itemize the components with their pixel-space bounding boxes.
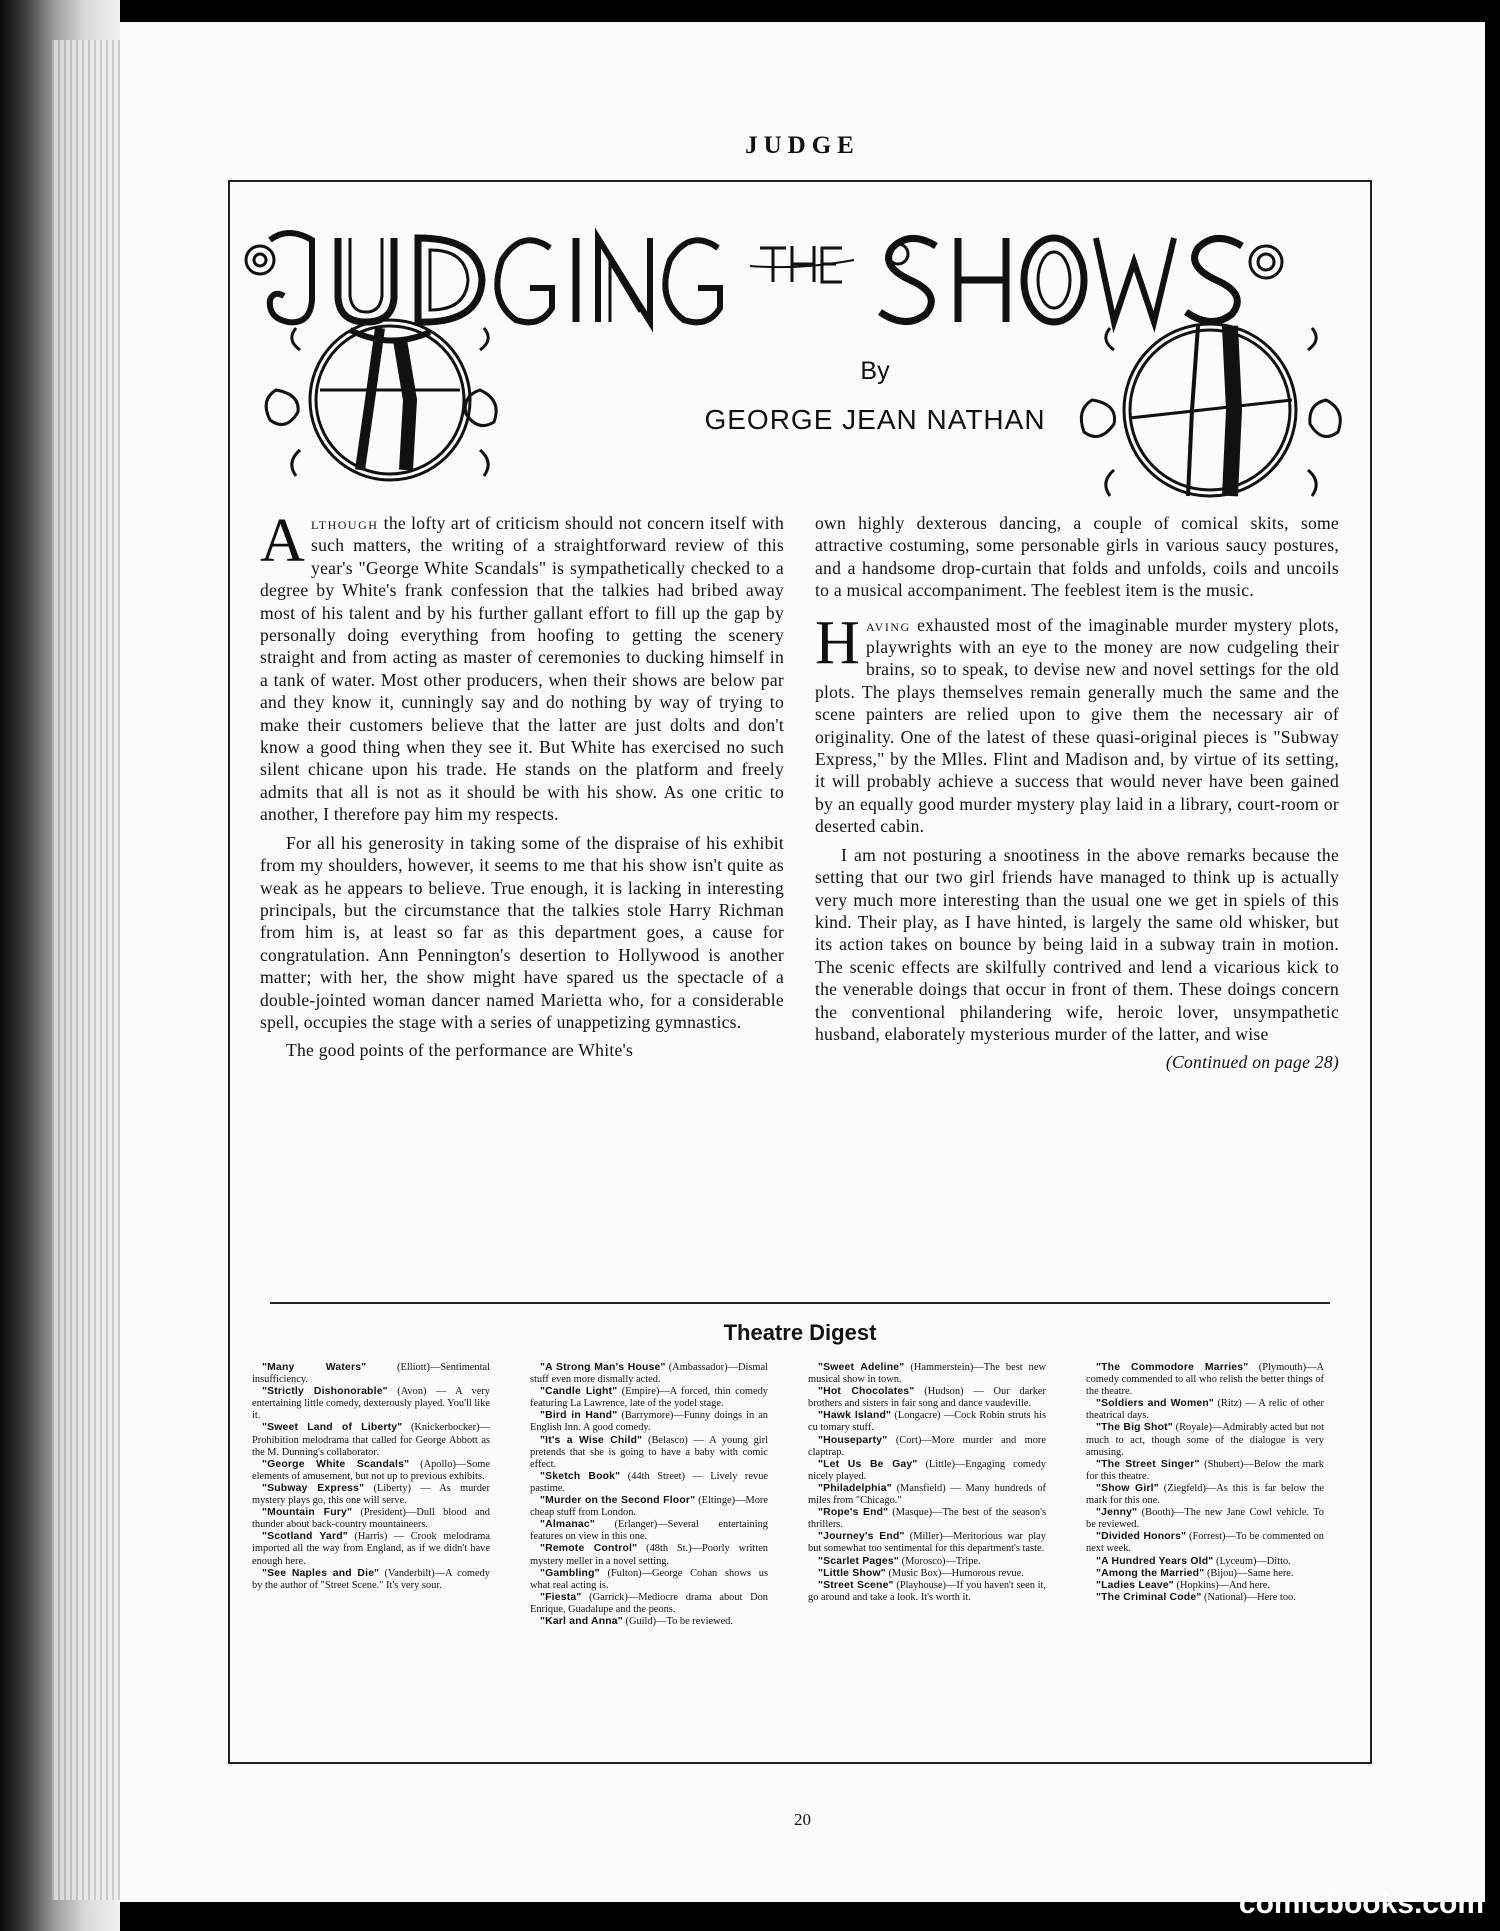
article-frame <box>228 180 1372 1764</box>
show-review: (Fulton)—George Cohan shows us what real acting is. <box>530 1567 768 1591</box>
digest-entry <box>1086 1483 1324 1507</box>
show-title: "A Hundred Years Old" <box>1096 1555 1214 1567</box>
article-paragraph: own highly dexterous dancing, a couple of comical skits, some attractive costuming, some personable girls in various saucy postures, and a handsome drop-curtain that folds and unfolds, coils and uncoils to a musical accompaniment. The feeblest item is the music. <box>815 513 1339 601</box>
article-paragraph: For all his generosity in taking some of the dispraise of his exhibit from my shoulders, however, it seems to me that his show isn't quite as weak as he appears to believe. True enough, it is lacking in interesting principals, but the circumstance that the talkies stole Harry Richman from him is, at least so far as this department goes, a cause for congratulation. Ann Pennington's desertion to Hollywood is another matter; with her, the show might have spared us the spectacle of a double-jointed woman dancer named Marietta who, for a considerable spell, occupies the stage with a series of unappetizing gymnastics. <box>260 832 784 1032</box>
article-column-2 <box>815 512 1339 1074</box>
digest-column-1 <box>252 1362 490 1592</box>
digest-entry <box>808 1362 1046 1386</box>
show-title: "Among the Married" <box>1096 1567 1205 1579</box>
article-paragraph: I am not posturing a snootiness in the above remarks because the setting that our two girl friends have managed to think up is actually very much more interesting than the usual one we get in spiels of this kind. Their play, as I have hinted, is largely the same old whisker, but its action takes on bounce by being laid in a subway train in motion. The scenic effects are skilfully contrived and lend a vicarious kick to the venerable doings that occur in front of them. These doings concern the conventional philandering wife, heroic lover, unsympathetic husband, elaborately mysterious murder of the latter, and wise <box>815 844 1339 1044</box>
show-title: "Soldiers and Women" <box>1096 1398 1215 1410</box>
show-title: "Street Scene" <box>818 1579 894 1591</box>
digest-entry <box>1086 1422 1324 1458</box>
show-title: "Hot Chocolates" <box>818 1386 915 1398</box>
show-title: "Rope's End" <box>818 1507 889 1519</box>
show-review: (Little)—Engaging comedy nicely played. <box>808 1458 1046 1482</box>
show-title: "The Criminal Code" <box>1096 1591 1202 1603</box>
show-title: "Almanac" <box>540 1519 595 1531</box>
show-review: (Playhouse)—If you haven't seen it, go around and take a look. It's worth it. <box>808 1579 1046 1603</box>
show-review: (Guild)—To be reviewed. <box>622 1615 733 1627</box>
digest-entry <box>808 1531 1046 1555</box>
digest-entry <box>808 1459 1046 1483</box>
digest-entry <box>808 1568 1046 1580</box>
show-title: "Sweet Land of Liberty" <box>262 1422 403 1434</box>
show-review: (Avon) — A very entertaining little comedy, dexterously played. You'll like it. <box>252 1386 490 1422</box>
article-paragraph: Although the lofty art of criticism should not concern itself with such matters, the writing of a straightforward review of this year's "George White Scandals" is sympathetically checked to a degree by White's frank confession that the talkies had bribed away most of his talent and by his further gallant effort to fill up the gap by personally doing everything from hoofing to getting the scenery straight and from acting as master of ceremonies to ducking himself in a tank of water. Most other producers, when their shows are below par and they know it, cunningly say and do nothing by way of trying to make their customers believe that the latter are just dolts and don't know a good thing when they see it. But White has exercised no such silent chicane upon his trade. He stands on the platform and freely admits that all is not as it should be with his show. As one critic to another, I therefore pay him my respects. <box>260 507 784 825</box>
digest-entry <box>530 1362 768 1386</box>
digest-entry <box>530 1543 768 1567</box>
show-review: (Masque)—The best of the season's thrillers. <box>808 1507 1046 1531</box>
show-title: "Remote Control" <box>540 1543 638 1555</box>
show-review: (Erlanger)—Several entertaining features on view in this one. <box>530 1519 768 1543</box>
digest-entry <box>808 1580 1046 1604</box>
page-number: 20 <box>794 1810 811 1829</box>
show-review: (Morosco)—Tripe. <box>899 1555 981 1567</box>
show-title: "Mountain Fury" <box>262 1507 353 1519</box>
digest-entry <box>252 1459 490 1483</box>
digest-entry <box>252 1531 490 1567</box>
show-review: (Apollo)—Some elements of amusement, but not up to previous exhibits. <box>252 1458 490 1482</box>
show-title: "Philadelphia" <box>818 1482 892 1494</box>
digest-entry <box>808 1435 1046 1459</box>
show-review: (Elliott)—Sentimental insufficiency. <box>252 1362 490 1386</box>
digest-entry <box>1086 1531 1324 1555</box>
article-paragraph: The good points of the performance are White's <box>286 1040 634 1061</box>
byline-by: By <box>860 357 890 385</box>
show-title: "Scotland Yard" <box>262 1531 348 1543</box>
title-logo <box>230 200 1370 500</box>
show-review: (Barrymore)—Funny doings in an English Inn. A good comedy. <box>530 1410 769 1434</box>
digest-entry <box>1086 1362 1324 1398</box>
show-review: (Belasco) — A young girl pretends that she is going to have a baby with comic effect. <box>530 1434 768 1470</box>
show-title: "It's a Wise Child" <box>540 1434 643 1446</box>
page-edges <box>52 40 122 1900</box>
show-title: "Strictly Dishonorable" <box>262 1386 388 1398</box>
show-title: "Karl and Anna" <box>540 1615 623 1627</box>
byline <box>690 357 1060 436</box>
digest-entry <box>1086 1568 1324 1580</box>
show-review: (Garrick)—Mediocre drama about Don Enrique, Guadalupe and the peons. <box>530 1591 768 1615</box>
show-review: (Empire)—A forced, thin comedy featuring La Lawrence, late of the yodel stage. <box>530 1386 768 1410</box>
digest-entry <box>808 1410 1046 1434</box>
show-review: (Longacre) —Cock Robin struts his cu tomary stuff. <box>808 1410 1046 1434</box>
show-review: (Ritz) — A relic of other theatrical days. <box>1086 1398 1324 1422</box>
show-review: (44th Street) — Lively revue pastime. <box>530 1470 768 1494</box>
digest-entry <box>530 1519 768 1543</box>
show-review: (Cort)—More murder and more claptrap. <box>808 1434 1046 1458</box>
show-review: (Shubert)—Below the mark for this theatre. <box>1086 1458 1324 1482</box>
show-title: "Little Show" <box>818 1567 886 1579</box>
show-title: "Ladies Leave" <box>1096 1579 1174 1591</box>
show-review: (48th St.)—Poorly written mystery meller in a novel setting. <box>530 1543 769 1567</box>
digest-entry <box>530 1616 768 1628</box>
show-review: (Plymouth)—A comedy commended to all who relish the better things of the theatre. <box>1086 1362 1324 1398</box>
digest-entry <box>252 1386 490 1422</box>
digest-entry <box>1086 1398 1324 1422</box>
show-title: "Houseparty" <box>818 1434 888 1446</box>
show-review: (Booth)—The new Jane Cowl vehicle. To be reviewed. <box>1086 1507 1324 1531</box>
show-review: (Forrest)—To be commented on next week. <box>1086 1531 1325 1555</box>
show-title: "The Street Singer" <box>1096 1458 1200 1470</box>
show-title: "Subway Express" <box>262 1482 365 1494</box>
show-title: "Hawk Island" <box>818 1410 892 1422</box>
digest-entry <box>252 1507 490 1531</box>
show-title: "See Naples and Die" <box>262 1567 380 1579</box>
show-title: "Bird in Hand" <box>540 1410 618 1422</box>
show-title: "Sketch Book" <box>540 1470 621 1482</box>
digest-column-3 <box>808 1362 1046 1604</box>
book-spine <box>0 0 120 1931</box>
show-review: (Hudson) — Our darker brothers and sisters in fair song and dance vaudeville. <box>808 1386 1046 1410</box>
show-title: "A Strong Man's House" <box>540 1362 666 1373</box>
show-review: (Lyceum)—Ditto. <box>1213 1555 1291 1567</box>
digest-entry <box>808 1386 1046 1410</box>
show-title: "Sweet Adeline" <box>818 1362 905 1373</box>
show-review: (Eltinge)—More cheap stuff from London. <box>530 1495 768 1519</box>
show-review: (Vanderbilt)—A comedy by the author of "Street Scene." It's very sour. <box>252 1567 490 1591</box>
show-title: "Murder on the Second Floor" <box>540 1495 696 1507</box>
show-review: (Miller)—Meritorious war play but somewhat too sentimental for this department's taste. <box>808 1531 1046 1555</box>
digest-entry <box>1086 1556 1324 1568</box>
digest-column-2 <box>530 1362 768 1628</box>
show-title: "Scarlet Pages" <box>818 1555 900 1567</box>
digest-entry <box>530 1495 768 1519</box>
digest-entry <box>530 1386 768 1410</box>
show-review: (Ziegfeld)—As this is far below the mark for this one. <box>1086 1482 1325 1507</box>
digest-entry <box>530 1592 768 1616</box>
show-review: (Knickerbocker)—Prohibition melodrama that called for George Abbott as the M. Dunning's collaborator. <box>252 1422 490 1458</box>
show-review: (Ambassador)—Dismal stuff even more dismally acted. <box>530 1362 768 1386</box>
show-title: "Jenny" <box>1096 1507 1138 1519</box>
header-art <box>230 200 1370 500</box>
show-title: "The Commodore Marries" <box>1096 1362 1249 1373</box>
show-title: "Gambling" <box>540 1567 600 1579</box>
digest-entry <box>808 1507 1046 1531</box>
drop-cap: A <box>260 507 306 575</box>
show-title: "Candle Light" <box>540 1386 618 1398</box>
digest-entry <box>1086 1507 1324 1531</box>
show-review: (Harris) — Crook melodrama imported all the way from England, as if we didn't have enough here. <box>252 1531 490 1567</box>
masthead: JUDGE <box>745 132 860 159</box>
show-review: (National)—Here too. <box>1201 1591 1296 1603</box>
digest-entry <box>530 1471 768 1495</box>
digest-entry <box>1086 1592 1324 1604</box>
show-title: "Fiesta" <box>540 1591 582 1603</box>
digest-entry <box>1086 1459 1324 1483</box>
drop-cap: H <box>815 608 861 677</box>
digest-column-4 <box>1086 1362 1324 1604</box>
show-title: "Show Girl" <box>1096 1482 1159 1494</box>
byline-author: GEORGE JEAN NATHAN <box>704 404 1046 435</box>
show-title: "Many Waters" <box>262 1362 367 1373</box>
show-title: "The Big Shot" <box>1096 1422 1173 1434</box>
digest-entry <box>252 1362 490 1386</box>
digest-entry <box>530 1435 768 1471</box>
show-review: (Liberty) — As murder mystery plays go, this one will serve. <box>252 1482 491 1507</box>
digest-entry <box>808 1556 1046 1568</box>
digest-entry <box>530 1568 768 1592</box>
show-title: "Divided Honors" <box>1096 1531 1187 1543</box>
digest-entry <box>1086 1580 1324 1592</box>
digest-entry <box>252 1422 490 1458</box>
digest-title: Theatre Digest <box>723 1320 877 1345</box>
show-review: (Bijou)—Same here. <box>1204 1567 1294 1579</box>
section-rule <box>270 1302 1330 1304</box>
show-review: (Mansfield) — Many hundreds of miles from "Chicago." <box>808 1482 1046 1507</box>
digest-entry <box>252 1483 490 1507</box>
magazine-page <box>120 22 1485 1902</box>
digest-entry <box>252 1568 490 1592</box>
show-review: (President)—Dull blood and thunder about back-country mountaineers. <box>252 1507 490 1531</box>
digest-entry <box>530 1410 768 1434</box>
show-title: "Journey's End" <box>818 1531 905 1543</box>
article-paragraph: Having exhausted most of the imaginable murder mystery plots, playwrights with an eye to the money are now cudgeling their brains, so to speak, to devise new and novel settings for the old plots. The plays themselves remain generally much the same and the scene painters are relied upon to give them the necessary air of originality. One of the latest of these quasi-original pieces is "Subway Express," by the Mlles. Flint and Madison and, by virtue of its setting, it will probably achieve a success that would never have been gained by an equally good murder mystery play laid in a library, court-room or deserted cabin. <box>815 608 1339 837</box>
show-title: "Let Us Be Gay" <box>818 1458 918 1470</box>
watermark: comicbooks.com <box>1238 1887 1484 1920</box>
show-review: (Music Box)—Humorous revue. <box>885 1567 1024 1579</box>
show-review: (Royale)—Admirably acted but not much to act, though some of the dialogue is very amusing. <box>1086 1422 1324 1458</box>
article-column-1 <box>260 507 784 1068</box>
show-review: (Hammerstein)—The best new musical show in town. <box>808 1362 1046 1386</box>
show-review: (Hopkins)—And here. <box>1173 1579 1271 1591</box>
show-title: "George White Scandals" <box>262 1458 410 1470</box>
continued-note: (Continued on page 28) <box>1165 1052 1339 1073</box>
digest-entry <box>808 1483 1046 1507</box>
